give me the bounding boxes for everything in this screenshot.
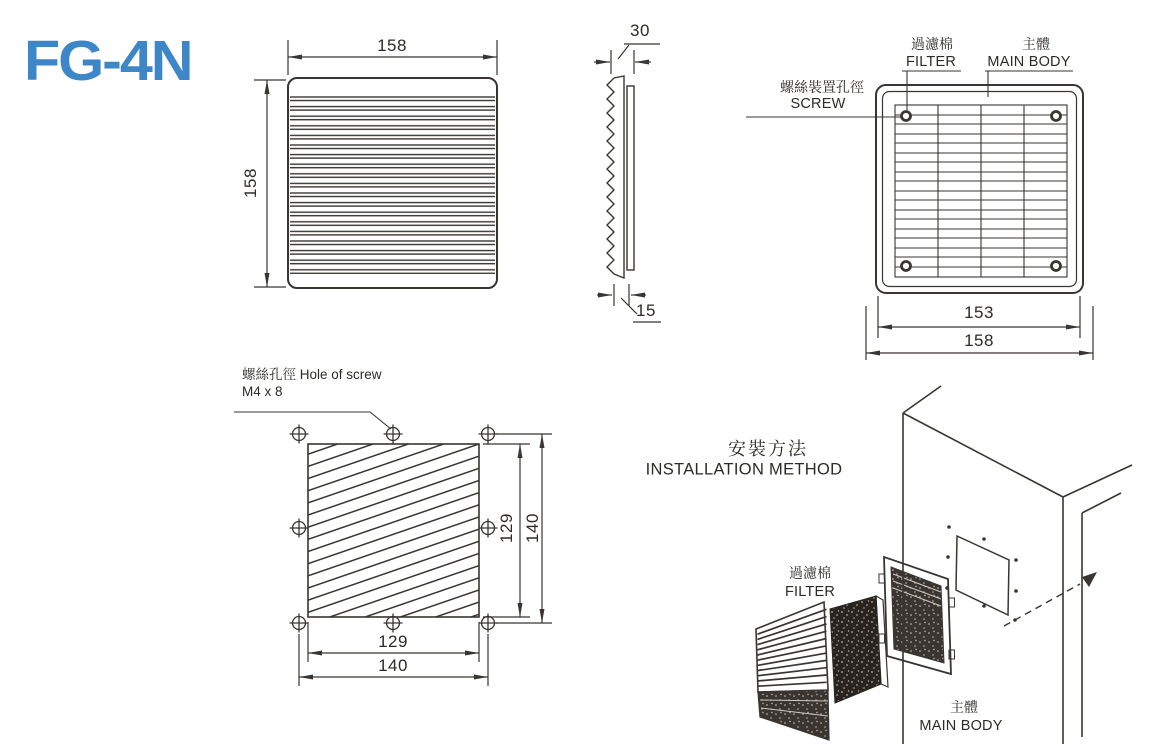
front-louver-slats	[290, 96, 495, 274]
cabinet-outline	[903, 386, 1132, 744]
cutout-outer-width-label: 140	[378, 656, 408, 675]
side-frame-bar	[627, 86, 634, 270]
cutout-hole-label	[242, 363, 382, 383]
installation-title-zh: 安裝方法	[728, 439, 808, 459]
cutout-inner-height-label: 129	[497, 513, 516, 543]
cutout-hole-label-en: Hole of screw	[299, 367, 382, 382]
side-louver-profile	[607, 76, 624, 278]
cabinet-cutout-hole	[956, 536, 1009, 615]
cutout-inner-width-label: 129	[378, 632, 408, 651]
side-total-depth-dimension	[594, 44, 660, 74]
exploded-main-body	[879, 557, 955, 674]
back-filter-label-zh: 過濾棉	[911, 36, 953, 52]
back-view-drawing	[746, 71, 1093, 360]
cutout-hole-spec: M4 x 8	[242, 384, 283, 399]
assembly-direction-arrowhead	[1082, 572, 1097, 587]
installation-body-label-zh: 主體	[950, 699, 978, 715]
installation-title-en: INSTALLATION METHOD	[645, 460, 843, 479]
front-view-drawing	[254, 40, 497, 288]
back-filter-label-en: FILTER	[905, 54, 957, 70]
side-frame-depth-label: 15	[636, 301, 656, 320]
product-model-logo: FG-4N	[24, 29, 192, 93]
back-body-label-en: MAIN BODY	[987, 54, 1071, 70]
exploded-front-cover	[756, 602, 829, 740]
cutout-hatched-opening	[308, 444, 479, 617]
exploded-filter-pad	[830, 596, 888, 703]
back-inner-width-label: 153	[964, 303, 994, 322]
front-width-dim-label: 158	[377, 36, 407, 55]
installation-filter-label-en: FILTER	[784, 584, 836, 600]
installation-body-label-en: MAIN BODY	[919, 718, 1003, 734]
back-screw-label-zh: 螺絲裝置孔徑	[780, 79, 864, 95]
side-view-drawing	[594, 44, 661, 322]
back-outer-width-label: 158	[964, 331, 994, 350]
front-height-dim-label: 158	[241, 168, 260, 198]
cutout-outer-height-label: 140	[523, 513, 542, 543]
cutout-label-leader	[234, 412, 391, 429]
installation-filter-label-zh: 過濾棉	[789, 565, 831, 581]
cutout-hole-label-zh: 螺絲孔徑	[242, 367, 296, 382]
side-total-depth-label: 30	[630, 21, 650, 40]
back-body-label-zh: 主體	[1022, 36, 1050, 52]
back-screw-label-en: SCREW	[790, 96, 846, 112]
